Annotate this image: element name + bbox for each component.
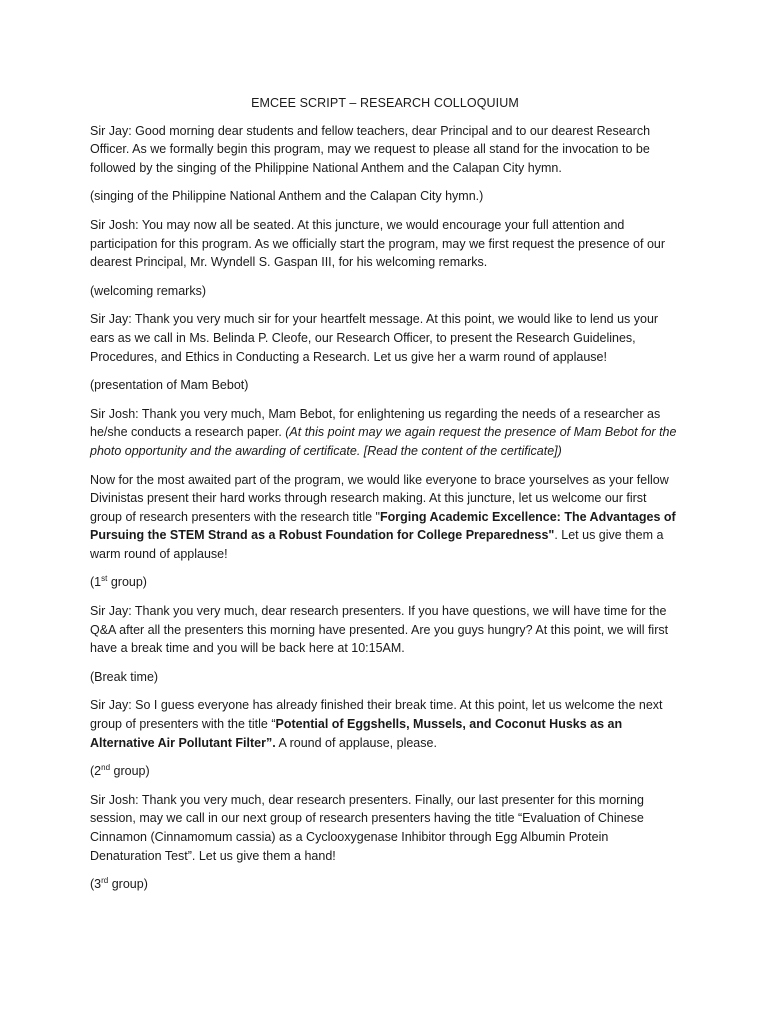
paragraph-text-end: . Let us give them a warm round of applause!	[90, 528, 664, 561]
paragraph-break-note: (Break time)	[90, 669, 159, 684]
group-note-close: group)	[107, 575, 147, 590]
group-note-open: (1	[90, 575, 102, 590]
group-note-close: group)	[110, 764, 150, 779]
ordinal-suffix: nd	[101, 763, 111, 773]
paragraph-text-end: A round of applause, please.	[275, 735, 437, 750]
paragraph-text: Sir Josh: Thank you very much, Mam Bebot, for enlightening us regarding the needs of a researcher as he/she conducts a research paper.	[90, 406, 661, 440]
paragraph-second-group-intro	[90, 696, 680, 752]
research-title-2: Potential of Eggshells, Mussels, and Coconut Husks as an Alternative Air Pollutant Filter”.	[90, 717, 623, 750]
group-note-open: (3	[90, 877, 102, 892]
paragraph-break-announcement: Sir Jay: Thank you very much, dear research presenters. If you have questions, we will have time for the Q&A after all the presenters this morning have presented. Are you guys hungry? At this point, we will first have a break time and you will be back here at 10:15AM.	[90, 604, 669, 656]
ordinal-suffix: rd	[101, 876, 109, 886]
group-2-note	[90, 762, 680, 781]
group-note-close: group)	[108, 877, 148, 892]
research-title-1: Forging Academic Excellence: The Advantages of Pursuing the STEM Strand as a Robust Foundation for College Preparedness"	[90, 509, 676, 543]
paragraph-third-group-intro: Sir Josh: Thank you very much, dear research presenters. Finally, our last presenter for this morning session, may we call in our next group of research presenters having the title “Evaluation of Chinese Cinnamon (Cinnamomum cassia) as a Cyclooxygenase Inhibitor through Egg Albumin Protein Denaturation Test”. Let us give them a hand!	[90, 792, 644, 863]
document-title: EMCEE SCRIPT – RESEARCH COLLOQUIUM	[251, 96, 519, 110]
paragraph-presentation-note: (presentation of Mam Bebot)	[90, 378, 249, 393]
paragraph-opening: Sir Jay: Good morning dear students and fellow teachers, dear Principal and to our dearest Research Officer. As we formally begin this program, may we request to please all stand for the invocation to be followed by the singing of the Philippine National Anthem and the Calapan City hymn.	[90, 123, 651, 175]
paragraph-research-officer: Sir Jay: Thank you very much sir for your heartfelt message. At this point, we would like to lend us your ears as we call in Ms. Belinda P. Cleofe, our Research Officer, to present the Research Guidelines, Procedures, and Ethics in Conducting a Research. Let us give her a warm round of applause!	[90, 312, 659, 364]
paragraph-anthem-note: (singing of the Philippine National Anthem and the Calapan City hymn.)	[90, 189, 484, 204]
group-3-note	[90, 875, 680, 894]
paragraph-first-group-intro	[90, 471, 680, 564]
ordinal-suffix: st	[101, 574, 108, 584]
paragraph-thank-mam-bebot	[90, 405, 680, 461]
group-note-open: (2	[90, 764, 102, 779]
group-1-note	[90, 573, 680, 592]
paragraph-text: Now for the most awaited part of the program, we would like everyone to brace yourselves as your fellow Divinistas present their hard works through research making. At this juncture, let us welcome our first group of research presenters with the research title "	[90, 472, 669, 524]
italic-instruction: (At this point may we again request the presence of Mam Bebot for the photo opportunity and the awarding of certificate. [Read the content of the certificate])	[90, 425, 677, 458]
paragraph-text: Sir Jay: So I guess everyone has already finished their break time. At this point, let us welcome the next group of presenters with the title “	[90, 698, 663, 732]
paragraph-welcoming-note: (welcoming remarks)	[90, 283, 206, 298]
paragraph-seated: Sir Josh: You may now all be seated. At this juncture, we would encourage your full attention and participation for this program. As we officially start the program, may we first request the presence of our dearest Principal, Mr. Wyndell S. Gaspan III, for his welcoming remarks.	[90, 217, 666, 270]
document-page	[90, 94, 680, 904]
